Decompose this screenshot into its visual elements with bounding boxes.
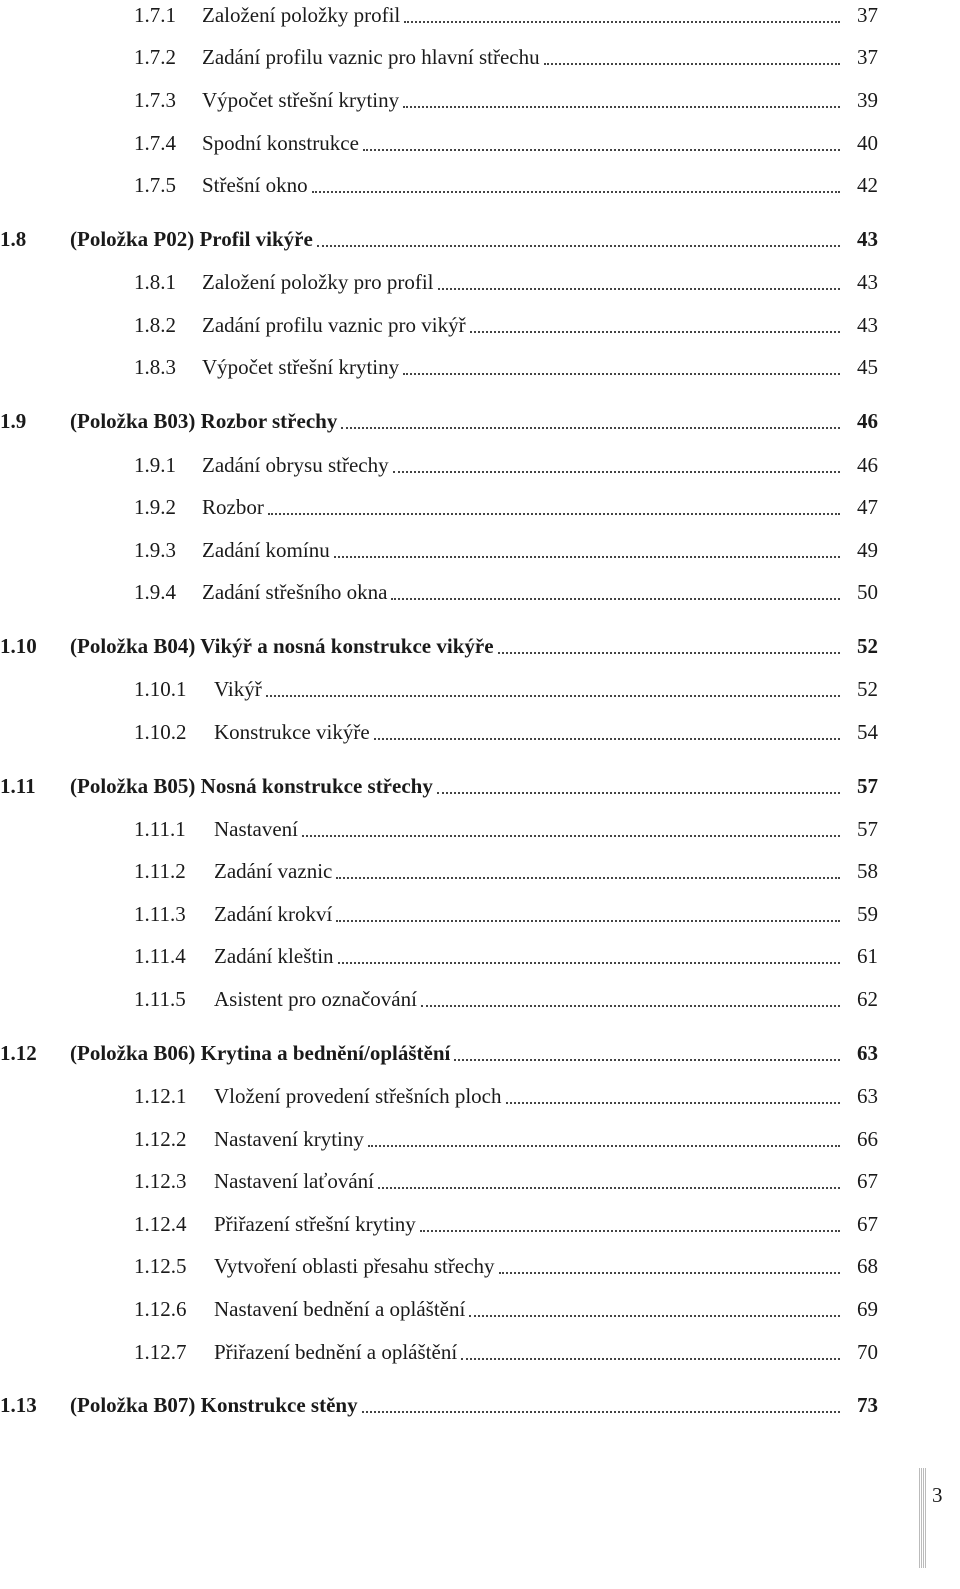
toc-dot-leader [268, 513, 840, 515]
toc-dot-leader [336, 877, 840, 879]
toc-entry-page: 43 [857, 269, 878, 294]
toc-dot-leader [312, 191, 840, 193]
toc-entry-title: Asistent pro označování [214, 986, 417, 1011]
toc-dot-leader [461, 1358, 840, 1360]
toc-entry[interactable] [0, 352, 960, 382]
toc-entry-title: (Položka B06) Krytina a bednění/opláštění [70, 1040, 451, 1065]
toc-entry[interactable] [0, 310, 960, 340]
toc-entry-number: 1.9.3 [134, 537, 176, 562]
toc-entry-page: 46 [857, 408, 878, 433]
toc-entry-page: 46 [857, 452, 878, 477]
toc-entry[interactable] [0, 856, 960, 886]
toc-entry-page: 40 [857, 130, 878, 155]
toc-entry-page: 39 [857, 87, 878, 112]
toc-entry-title: Zadání krokví [214, 901, 333, 926]
toc-entry-number: 1.13 [0, 1392, 37, 1417]
toc-dot-leader [499, 1272, 840, 1274]
toc-dot-leader [404, 21, 840, 23]
toc-entry-number: 1.12.4 [134, 1211, 187, 1236]
toc-dot-leader [341, 427, 840, 429]
toc-entry[interactable] [0, 899, 960, 929]
toc-entry-page: 52 [857, 676, 878, 701]
toc-entry[interactable] [0, 771, 960, 801]
toc-entry-number: 1.7.1 [134, 2, 176, 27]
toc-entry-page: 37 [857, 2, 878, 27]
toc-entry[interactable] [0, 1209, 960, 1239]
toc-entry-number: 1.12.3 [134, 1168, 187, 1193]
toc-entry-title: Nastavení krytiny [214, 1126, 364, 1151]
toc-dot-leader [403, 373, 840, 375]
toc-dot-leader [317, 245, 840, 247]
toc-entry[interactable] [0, 1081, 960, 1111]
toc-entry[interactable] [0, 492, 960, 522]
toc-entry-number: 1.12 [0, 1040, 37, 1065]
toc-entry-title: Založení položky profil [202, 2, 401, 27]
toc-entry-number: 1.10 [0, 633, 37, 658]
toc-entry-page: 59 [857, 901, 878, 926]
toc-entry-title: Rozbor [202, 494, 264, 519]
toc-entry[interactable] [0, 984, 960, 1014]
toc-entry-page: 43 [857, 226, 878, 251]
toc-entry-page: 54 [857, 719, 878, 744]
toc-entry-number: 1.7.5 [134, 172, 176, 197]
toc-entry-title: Vikýř [214, 676, 262, 701]
toc-dot-leader [544, 63, 840, 65]
toc-dot-leader [302, 835, 840, 837]
toc-entry-number: 1.9.2 [134, 494, 176, 519]
toc-dot-leader [469, 1315, 840, 1317]
toc-entry[interactable] [0, 631, 960, 661]
toc-entry[interactable] [0, 717, 960, 747]
toc-dot-leader [338, 962, 840, 964]
page-number: 3 [932, 1483, 943, 1507]
toc-entry[interactable] [0, 1038, 960, 1068]
toc-entry-title: Výpočet střešní krytiny [202, 87, 400, 112]
toc-entry[interactable] [0, 674, 960, 704]
toc-entry-number: 1.12.6 [134, 1296, 187, 1321]
toc-entry-title: Výpočet střešní krytiny [202, 354, 400, 379]
toc-entry-number: 1.8.3 [134, 354, 176, 379]
toc-entry-title: (Položka B04) Vikýř a nosná konstrukce vikýře [70, 633, 494, 658]
toc-entry-title: Zadání komínu [202, 537, 330, 562]
toc-dot-leader [393, 471, 840, 473]
toc-entry-number: 1.11.2 [134, 858, 186, 883]
toc-entry-number: 1.9.4 [134, 579, 176, 604]
toc-entry[interactable] [0, 450, 960, 480]
toc-entry-page: 73 [857, 1392, 878, 1417]
toc-entry-title: (Položka B07) Konstrukce stěny [70, 1392, 358, 1417]
toc-dot-leader [420, 1230, 840, 1232]
toc-dot-leader [438, 288, 840, 290]
toc-entry-page: 45 [857, 354, 878, 379]
toc-entry-number: 1.8 [0, 226, 27, 251]
toc-dot-leader [336, 920, 840, 922]
toc-entry-title: Zadání kleštin [214, 943, 334, 968]
toc-entry-page: 63 [857, 1040, 878, 1065]
toc-dot-leader [362, 1411, 840, 1413]
toc-entry-title: Vložení provedení střešních ploch [214, 1083, 502, 1108]
toc-entry-page: 50 [857, 579, 878, 604]
toc-dot-leader [498, 652, 840, 654]
toc-entry[interactable] [0, 1337, 960, 1367]
toc-entry-number: 1.8.1 [134, 269, 176, 294]
toc-entry-page: 67 [857, 1168, 878, 1193]
toc-dot-leader [470, 331, 840, 333]
toc-entry-page: 63 [857, 1083, 878, 1108]
toc-entry-title: Zadání obrysu střechy [202, 452, 389, 477]
toc-entry-title: Nastavení bednění a opláštění [214, 1296, 466, 1321]
toc-entry[interactable] [0, 1390, 960, 1420]
toc-entry-title: (Položka P02) Profil vikýře [70, 226, 313, 251]
toc-entry-title: Zadání vaznic [214, 858, 333, 883]
toc-dot-leader [368, 1145, 840, 1147]
toc-dot-leader [391, 598, 840, 600]
toc-entry-title: Nastavení [214, 816, 298, 841]
toc-entry-number: 1.8.2 [134, 312, 176, 337]
toc-entry-page: 69 [857, 1296, 878, 1321]
toc-entry-number: 1.7.2 [134, 44, 176, 69]
toc-entry-page: 61 [857, 943, 878, 968]
toc-dot-leader [437, 792, 840, 794]
toc-entry[interactable] [0, 406, 960, 436]
toc-entry-number: 1.11.3 [134, 901, 186, 926]
toc-dot-leader [363, 149, 840, 151]
toc-entry-number: 1.10.2 [134, 719, 187, 744]
toc-entry-title: Spodní konstrukce [202, 130, 359, 155]
toc-dot-leader [403, 106, 840, 108]
toc-entry-number: 1.11.1 [134, 816, 186, 841]
toc-entry[interactable] [0, 1294, 960, 1324]
toc-entry-title: (Položka B03) Rozbor střechy [70, 408, 338, 433]
toc-entry-title: Konstrukce vikýře [214, 719, 370, 744]
toc-entry-page: 67 [857, 1211, 878, 1236]
toc-entry-page: 49 [857, 537, 878, 562]
toc-entry-page: 62 [857, 986, 878, 1011]
toc-entry-title: Vytvoření oblasti přesahu střechy [214, 1253, 495, 1278]
toc-dot-leader [421, 1005, 840, 1007]
toc-entry-title: Přiřazení střešní krytiny [214, 1211, 416, 1236]
toc-entry-number: 1.7.3 [134, 87, 176, 112]
toc-entry-number: 1.12.7 [134, 1339, 187, 1364]
toc-entry[interactable] [0, 814, 960, 844]
toc-entry[interactable] [0, 1251, 960, 1281]
toc-entry-number: 1.12.2 [134, 1126, 187, 1151]
toc-entry-page: 68 [857, 1253, 878, 1278]
toc-entry-page: 47 [857, 494, 878, 519]
toc-entry[interactable] [0, 170, 960, 200]
toc-entry[interactable] [0, 128, 960, 158]
toc-entry[interactable] [0, 0, 960, 30]
toc-entry-page: 58 [857, 858, 878, 883]
toc-entry-number: 1.12.1 [134, 1083, 187, 1108]
toc-entry-number: 1.11.5 [134, 986, 186, 1011]
toc-entry-page: 70 [857, 1339, 878, 1364]
toc-entry-number: 1.11 [0, 773, 36, 798]
toc-entry-page: 42 [857, 172, 878, 197]
toc-entry-page: 37 [857, 44, 878, 69]
toc-dot-leader [454, 1059, 840, 1061]
toc-entry-title: Přiřazení bednění a opláštění [214, 1339, 458, 1364]
toc-entry-page: 52 [857, 633, 878, 658]
toc-dot-leader [506, 1102, 841, 1104]
toc-entry[interactable] [0, 42, 960, 72]
toc-entry[interactable] [0, 267, 960, 297]
toc-entry-title: Zadání profilu vaznic pro vikýř [202, 312, 466, 337]
toc-entry[interactable] [0, 224, 960, 254]
toc-entry[interactable] [0, 577, 960, 607]
toc-entry-page: 57 [857, 816, 878, 841]
toc-entry-page: 43 [857, 312, 878, 337]
toc-entry-number: 1.7.4 [134, 130, 176, 155]
toc-entry-title: Založení položky pro profil [202, 269, 434, 294]
toc-entry-title: Nastavení laťování [214, 1168, 375, 1193]
toc-entry-number: 1.10.1 [134, 676, 187, 701]
toc-entry-title: (Položka B05) Nosná konstrukce střechy [70, 773, 433, 798]
toc-entry-number: 1.9 [0, 408, 27, 433]
toc-entry[interactable] [0, 85, 960, 115]
toc-entry-page: 66 [857, 1126, 878, 1151]
toc-dot-leader [374, 738, 840, 740]
footer-decorative-bar [919, 1468, 927, 1568]
toc-entry-title: Zadání profilu vaznic pro hlavní střechu [202, 44, 540, 69]
toc-dot-leader [378, 1187, 840, 1189]
toc-entry-number: 1.11.4 [134, 943, 186, 968]
toc-entry[interactable] [0, 1166, 960, 1196]
toc-entry[interactable] [0, 535, 960, 565]
toc-entry[interactable] [0, 941, 960, 971]
toc-entry-number: 1.9.1 [134, 452, 176, 477]
toc-entry-page: 57 [857, 773, 878, 798]
toc-dot-leader [334, 556, 840, 558]
toc-entry-title: Zadání střešního okna [202, 579, 388, 604]
toc-entry-title: Střešní okno [202, 172, 308, 197]
toc-entry[interactable] [0, 1124, 960, 1154]
toc-entry-number: 1.12.5 [134, 1253, 187, 1278]
toc-dot-leader [266, 695, 840, 697]
